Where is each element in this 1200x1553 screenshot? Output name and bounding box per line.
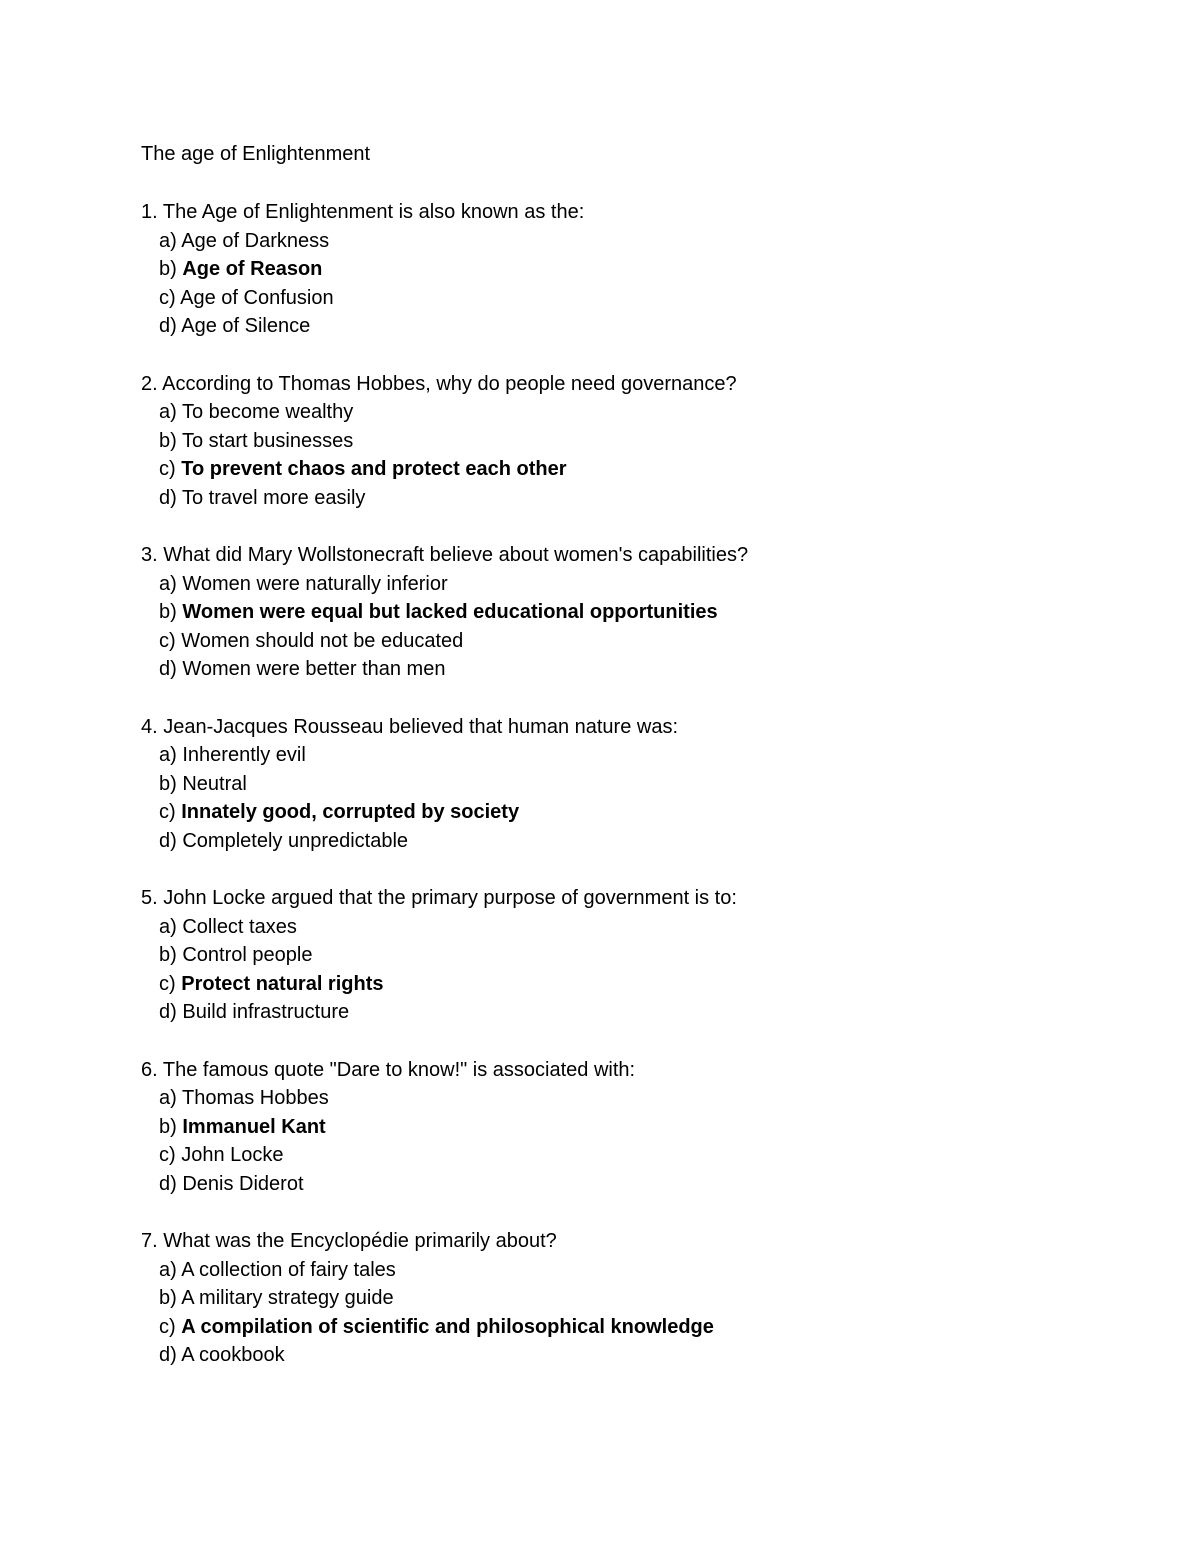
question-prompt: John Locke argued that the primary purpose of government is to: [163,887,737,909]
question-number: 4. [141,715,158,738]
option-letter: c) [159,1144,176,1166]
answer-option [159,1084,1141,1113]
option-text: Control people [182,944,313,966]
option-letter: c) [159,458,176,480]
option-text: Age of Confusion [180,286,334,309]
option-letter: a) [159,1258,177,1281]
question-block [141,884,1141,1027]
option-letter: a) [159,229,177,252]
question-number: 3. [141,544,158,566]
question-text [141,884,1141,913]
correct-answer-text: Age of Reason [182,258,323,280]
question-block [141,1056,1141,1199]
answer-option [159,1170,1141,1199]
answer-option [159,398,1141,427]
answer-option [159,913,1141,942]
option-letter: d) [159,1001,177,1023]
answer-options [141,1256,1141,1370]
question-prompt: The Age of Enlightenment is also known as the: [162,201,585,223]
question-block [141,370,1141,513]
answer-option [159,312,1141,341]
answer-option [159,970,1141,999]
answer-option [159,598,1141,627]
option-text: Denis Diderot [182,1172,304,1195]
question-prompt: The famous quote "Dare to know!" is associated with: [162,1058,636,1081]
question-number: 7. [141,1230,158,1252]
answer-option [159,655,1141,684]
answer-options [141,398,1141,512]
option-text: Build infrastructure [182,1001,350,1023]
question-text [141,370,1141,399]
answer-option [159,227,1141,256]
option-letter: a) [159,915,177,938]
option-text: Collect taxes [182,915,297,938]
question-number: 2. [141,372,158,395]
option-text: To travel more easily [182,486,366,509]
answer-options [141,741,1141,855]
question-block [141,713,1141,856]
option-letter: d) [159,829,177,852]
option-text: Age of Darkness [181,229,330,252]
option-text: John Locke [181,1144,284,1166]
answer-option [159,484,1141,513]
answer-option [159,1341,1141,1370]
question-prompt: What was the Encyclopédie primarily about? [163,1230,557,1252]
question-prompt: According to Thomas Hobbes, why do people need governance? [162,372,737,395]
option-letter: c) [159,972,176,995]
correct-answer-text: Innately good, corrupted by society [181,801,520,823]
answer-option [159,1313,1141,1342]
option-letter: b) [159,429,177,452]
option-text: Completely unpredictable [182,829,409,852]
answer-option [159,827,1141,856]
option-text: To become wealthy [182,401,354,423]
option-text: Age of Silence [181,315,311,337]
option-letter: d) [159,486,177,509]
option-text: Women were better than men [182,658,446,680]
document-page [141,140,1141,1399]
answer-option [159,1256,1141,1285]
option-text: A cookbook [181,1344,285,1366]
option-text: A military strategy guide [181,1287,394,1309]
option-letter: d) [159,1172,177,1195]
answer-option [159,570,1141,599]
correct-answer-text: A compilation of scientific and philosophical knowledge [181,1315,714,1338]
answer-option [159,284,1141,313]
answer-option [159,741,1141,770]
answer-option [159,770,1141,799]
answer-options [141,1084,1141,1198]
answer-option [159,627,1141,656]
option-letter: b) [159,1115,177,1138]
answer-option [159,998,1141,1027]
question-number: 6. [141,1058,158,1081]
question-number: 5. [141,887,158,909]
answer-options [141,227,1141,341]
answer-option [159,455,1141,484]
option-letter: a) [159,401,177,423]
answer-option [159,255,1141,284]
question-text [141,1227,1141,1256]
answer-options [141,913,1141,1027]
option-letter: b) [159,772,177,795]
answer-option [159,427,1141,456]
option-letter: b) [159,601,177,623]
correct-answer-text: Immanuel Kant [182,1115,326,1138]
question-block [141,198,1141,341]
correct-answer-text: To prevent chaos and protect each other [181,458,567,480]
option-letter: c) [159,629,176,652]
option-text: Women were naturally inferior [182,572,448,595]
option-letter: d) [159,315,177,337]
option-letter: d) [159,658,177,680]
question-text [141,198,1141,227]
option-text: Inherently evil [182,744,306,766]
option-letter: a) [159,572,177,595]
document-title: The age of Enlightenment [141,143,371,165]
correct-answer-text: Women were equal but lacked educational opportunities [182,601,718,623]
option-letter: b) [159,258,177,280]
question-number: 1. [141,201,158,223]
question-block [141,541,1141,684]
option-letter: b) [159,944,177,966]
question-list [141,198,1141,1370]
question-text [141,541,1141,570]
answer-option [159,941,1141,970]
question-text [141,713,1141,742]
answer-option [159,798,1141,827]
option-letter: b) [159,1287,177,1309]
option-letter: d) [159,1344,177,1366]
question-text [141,1056,1141,1085]
question-block [141,1227,1141,1370]
option-text: A collection of fairy tales [181,1258,396,1281]
option-text: To start businesses [182,429,354,452]
option-letter: c) [159,801,176,823]
answer-option [159,1141,1141,1170]
option-letter: c) [159,286,176,309]
option-letter: a) [159,1087,177,1109]
correct-answer-text: Protect natural rights [181,972,384,995]
answer-option [159,1113,1141,1142]
answer-option [159,1284,1141,1313]
question-prompt: What did Mary Wollstonecraft believe about women's capabilities? [163,544,749,566]
option-letter: c) [159,1315,176,1338]
answer-options [141,570,1141,684]
option-letter: a) [159,744,177,766]
option-text: Thomas Hobbes [182,1087,329,1109]
question-prompt: Jean-Jacques Rousseau believed that human nature was: [163,715,679,738]
option-text: Women should not be educated [181,629,464,652]
option-text: Neutral [182,772,247,795]
